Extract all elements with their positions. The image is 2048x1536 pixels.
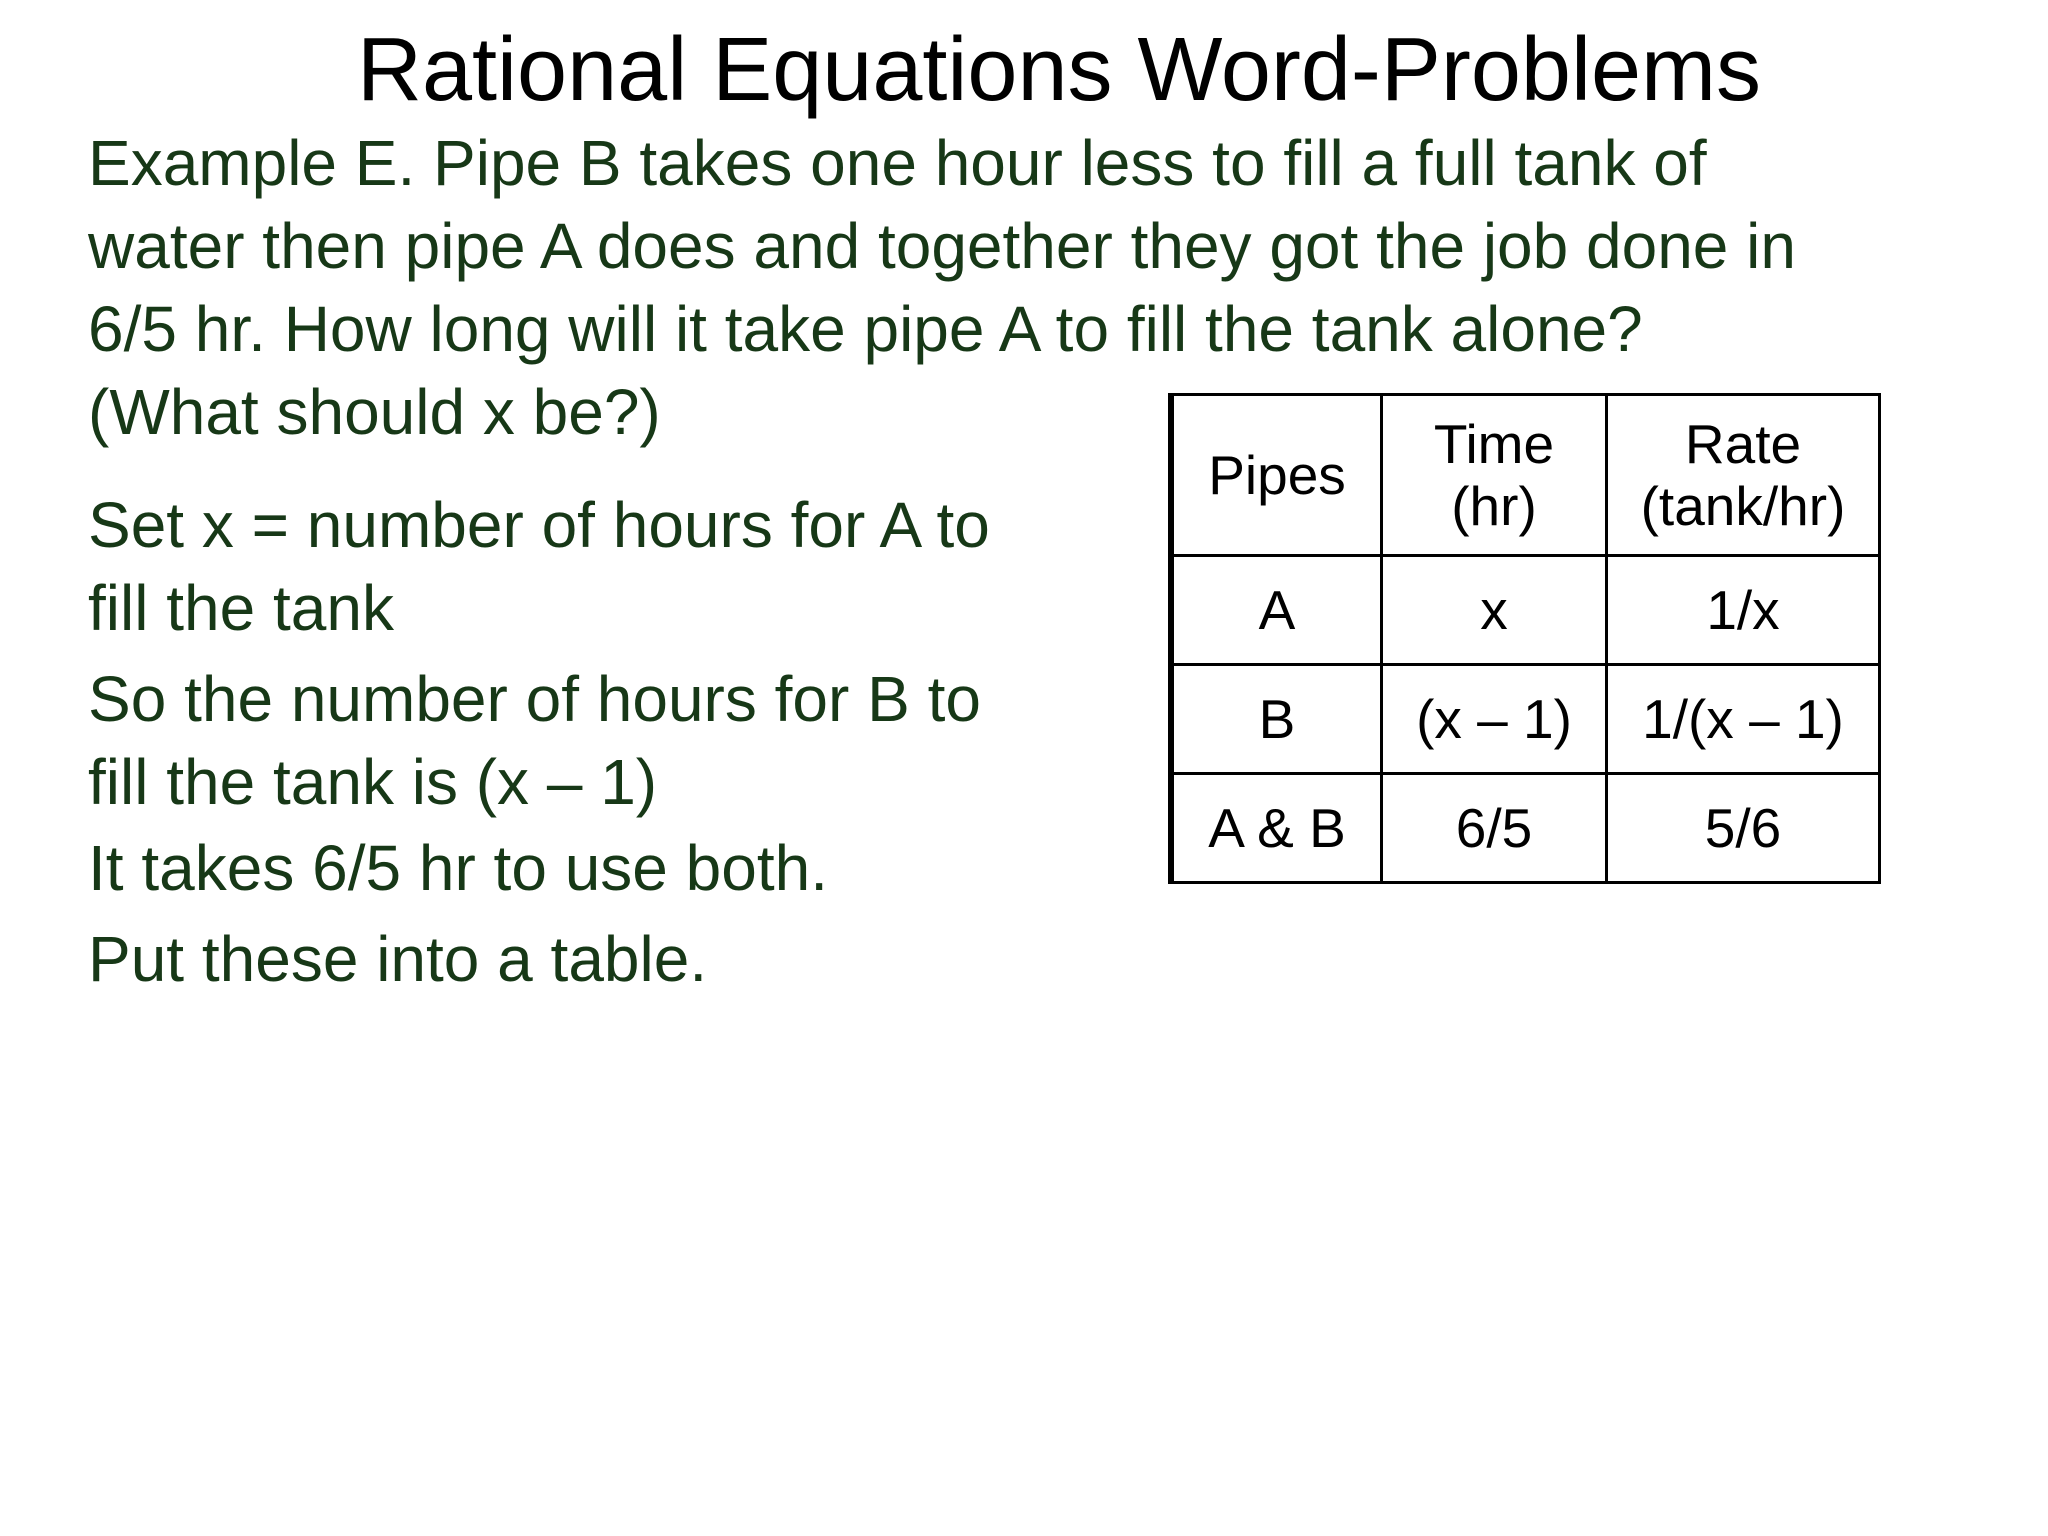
step-line: Set x = number of hours for A to xyxy=(88,489,990,561)
header-unit: (hr) xyxy=(1451,475,1537,537)
table-row xyxy=(1171,774,1880,883)
problem-line: water then pipe A does and together they got the job done in xyxy=(88,210,1796,282)
header-text: Pipes xyxy=(1208,444,1346,506)
header-time xyxy=(1382,395,1607,556)
cell-rate: 1/(x – 1) xyxy=(1607,665,1880,774)
cell-pipe: A & B xyxy=(1171,774,1382,883)
step-line: Put these into a table. xyxy=(88,923,708,995)
problem-line: 6/5 hr. How long will it take pipe A to fill the tank alone? xyxy=(88,293,1643,365)
header-text: Rate xyxy=(1684,413,1802,475)
slide-title: Rational Equations Word-Problems xyxy=(356,20,1761,120)
step-line: So the number of hours for B to xyxy=(88,663,981,735)
header-text: Time xyxy=(1433,413,1555,475)
rate-table xyxy=(1168,393,1881,884)
header-rate xyxy=(1607,395,1880,556)
table-row xyxy=(1171,556,1880,665)
header-pipes xyxy=(1171,395,1382,556)
problem-line: (What should x be?) xyxy=(88,376,661,448)
problem-line: Example E. Pipe B takes one hour less to fill a full tank of xyxy=(88,127,1707,199)
cell-pipe: B xyxy=(1171,665,1382,774)
cell-pipe: A xyxy=(1171,556,1382,665)
table-row xyxy=(1171,665,1880,774)
cell-rate: 1/x xyxy=(1607,556,1880,665)
solution-steps xyxy=(88,484,1138,1001)
table-header-row xyxy=(1171,395,1880,556)
cell-time: x xyxy=(1382,556,1607,665)
step-line: fill the tank xyxy=(88,572,394,644)
header-unit: (tank/hr) xyxy=(1640,475,1846,537)
cell-time: (x – 1) xyxy=(1382,665,1607,774)
step-line: fill the tank is (x – 1) xyxy=(88,746,658,818)
step-line: It takes 6/5 hr to use both. xyxy=(88,832,828,904)
cell-time: 6/5 xyxy=(1382,774,1607,883)
cell-rate: 5/6 xyxy=(1607,774,1880,883)
